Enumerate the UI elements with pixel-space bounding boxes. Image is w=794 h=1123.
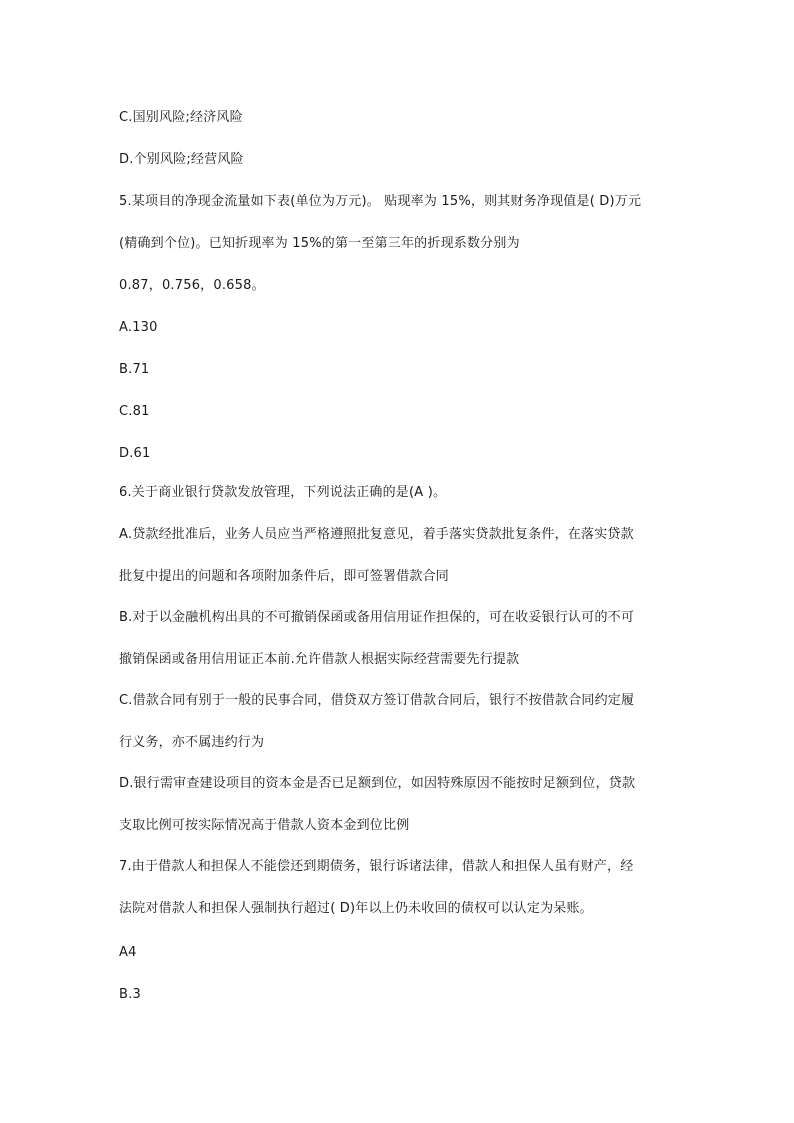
option-a-q5: A.130 (119, 320, 158, 335)
option-c-q4: C.国别风险;经济风险 (119, 110, 243, 125)
option-b-q6-line-2: 撤销保函或备用信用证正本前.允许借款人根据实际经营需要先行提款 (119, 652, 520, 667)
option-d-q6-line-2: 支取比例可按实际情况高于借款人资本金到位比例 (119, 818, 410, 833)
question-6: 6.关于商业银行贷款发放管理，下列说法正确的是(A )。 (119, 485, 447, 500)
option-d-q5: D.61 (119, 446, 151, 461)
option-b-q7: B.3 (119, 987, 141, 1002)
question-7-line-2: 法院对借款人和担保人强制执行超过( D)年以上仍未收回的债权可以认定为呆账。 (119, 901, 593, 916)
option-c-q6-line-1: C.借款合同有别于一般的民事合同，借贷双方签订借款合同后，银行不按借款合同约定履 (119, 693, 635, 708)
option-b-q6-line-1: B.对于以金融机构出具的不可撤销保函或备用信用证作担保的，可在收妥银行认可的不可 (119, 610, 635, 625)
question-5-line-2: (精确到个位)。已知折现率为 15%的第一至第三年的折现系数分别为 (119, 236, 520, 251)
question-5-line-1: 5.某项目的净现金流量如下表(单位为万元)。 贴现率为 15%，则其财务净现值是( D)万元 (119, 194, 642, 209)
option-d-q4: D.个别风险;经营风险 (119, 152, 244, 167)
option-a-q6-line-2: 批复中提出的问题和各项附加条件后，即可签署借款合同 (119, 569, 450, 584)
option-c-q6-line-2: 行义务，亦不属违约行为 (119, 735, 265, 750)
option-a-q7: A4 (119, 945, 137, 960)
option-c-q5: C.81 (119, 404, 150, 419)
question-5-line-3: 0.87，0.756，0.658。 (119, 278, 265, 293)
option-a-q6-line-1: A.贷款经批准后，业务人员应当严格遵照批复意见，着手落实贷款批复条件，在落实贷款 (119, 527, 634, 542)
question-7-line-1: 7.由于借款人和担保人不能偿还到期债务，银行诉诸法律，借款人和担保人虽有财产，经 (119, 859, 634, 874)
option-b-q5: B.71 (119, 362, 150, 377)
option-d-q6-line-1: D.银行需审查建设项目的资本金是否已足额到位，如因特殊原因不能按时足额到位，贷款 (119, 776, 636, 791)
